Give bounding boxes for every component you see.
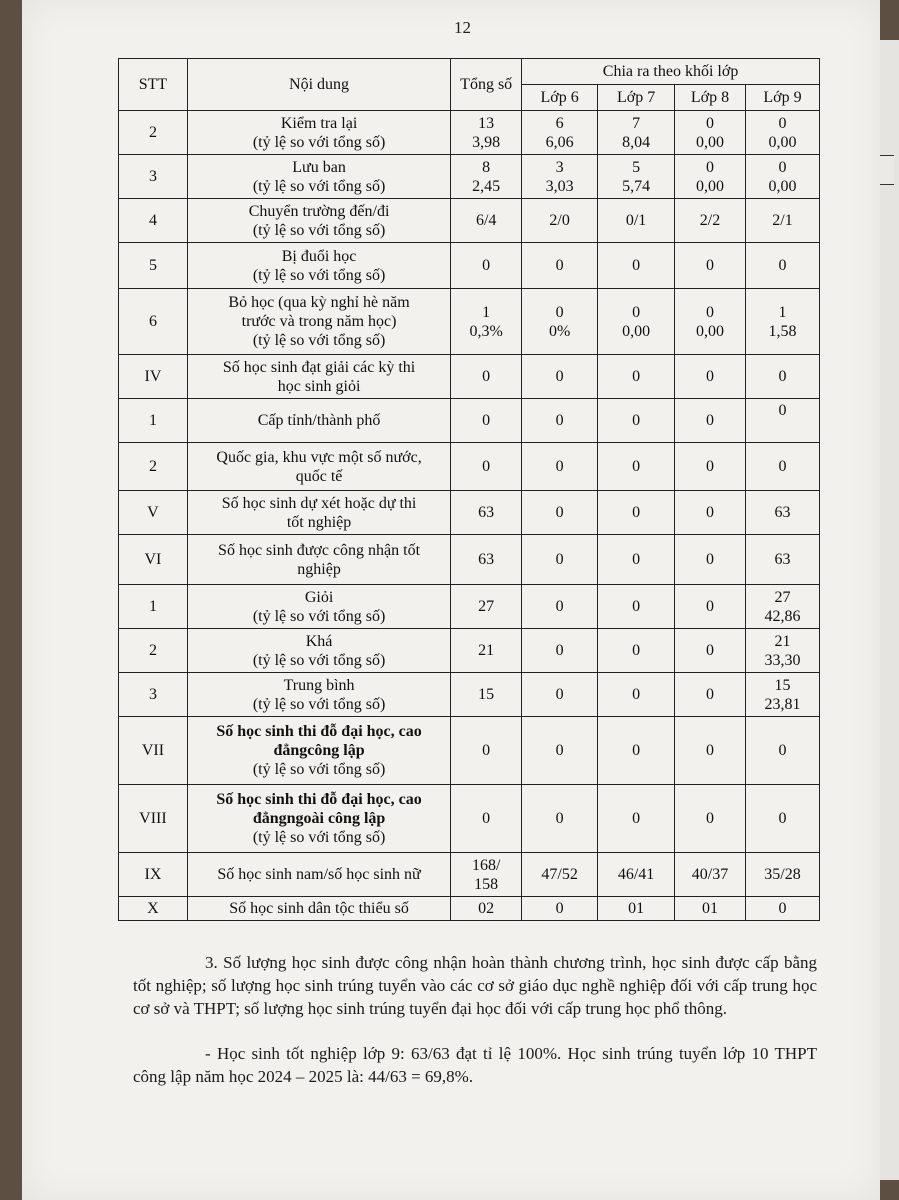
row-total: 0 bbox=[451, 443, 522, 491]
row-grade-8: 0 0,00 bbox=[675, 289, 746, 355]
section-3-paragraph: 3. Số lượng học sinh được công nhận hoàn thành chương trình, học sinh được cấp bằng tốt nghiệp; số lượng học sinh trúng tuyển vào các cơ sở giáo dục nghề nghiệp đối với cấp trung học cơ sở và THPT; số lượng học sinh trúng tuyển đại học đối với cấp trung học phổ thông. bbox=[133, 953, 817, 1018]
row-grade-7: 0 bbox=[598, 673, 675, 717]
row-content: Kiểm tra lại (tỷ lệ so với tổng số) bbox=[187, 111, 450, 155]
row-stt: X bbox=[119, 897, 188, 921]
row-total: 1 0,3% bbox=[451, 289, 522, 355]
row-stt: 2 bbox=[119, 629, 188, 673]
row-stt: 2 bbox=[119, 111, 188, 155]
row-grade-7: 0 bbox=[598, 535, 675, 585]
row-stt: IV bbox=[119, 355, 188, 399]
row-grade-9: 0 bbox=[745, 785, 819, 853]
row-grade-9: 15 23,81 bbox=[745, 673, 819, 717]
header-grade-6: Lớp 6 bbox=[522, 85, 598, 111]
row-grade-7: 0 bbox=[598, 355, 675, 399]
row-stt: V bbox=[119, 491, 188, 535]
row-grade-9: 0 bbox=[745, 355, 819, 399]
row-grade-9: 63 bbox=[745, 491, 819, 535]
table-row bbox=[119, 289, 820, 355]
row-total: 15 bbox=[451, 673, 522, 717]
row-grade-8: 0 0,00 bbox=[675, 155, 746, 199]
row-content: Số học sinh nam/số học sinh nữ bbox=[187, 853, 450, 897]
row-total: 0 bbox=[451, 243, 522, 289]
header-grade-7: Lớp 7 bbox=[598, 85, 675, 111]
row-grade-9: 0 0,00 bbox=[745, 111, 819, 155]
row-grade-6: 6 6,06 bbox=[522, 111, 598, 155]
row-total: 27 bbox=[451, 585, 522, 629]
row-stt: IX bbox=[119, 853, 188, 897]
header-stt: STT bbox=[119, 59, 188, 111]
header-breakdown: Chia ra theo khối lớp bbox=[522, 59, 820, 85]
row-stt: 1 bbox=[119, 399, 188, 443]
row-content: Khá (tỷ lệ so với tổng số) bbox=[187, 629, 450, 673]
row-total: 63 bbox=[451, 535, 522, 585]
header-grade-8: Lớp 8 bbox=[675, 85, 746, 111]
row-grade-9: 63 bbox=[745, 535, 819, 585]
row-grade-6: 0 bbox=[522, 243, 598, 289]
row-grade-8: 0 0,00 bbox=[675, 111, 746, 155]
row-stt: 3 bbox=[119, 673, 188, 717]
table-row bbox=[119, 897, 820, 921]
row-grade-7: 0 bbox=[598, 443, 675, 491]
table-row bbox=[119, 155, 820, 199]
row-stt: 4 bbox=[119, 199, 188, 243]
statistics-table bbox=[118, 58, 820, 921]
row-grade-8: 0 bbox=[675, 785, 746, 853]
row-content: Số học sinh đạt giải các kỳ thi học sinh giỏi bbox=[187, 355, 450, 399]
row-content: Cấp tỉnh/thành phố bbox=[187, 399, 450, 443]
row-content: Giỏi (tỷ lệ so với tổng số) bbox=[187, 585, 450, 629]
row-total: 0 bbox=[451, 785, 522, 853]
row-grade-6: 0 bbox=[522, 673, 598, 717]
row-stt: 6 bbox=[119, 289, 188, 355]
row-total: 168/ 158 bbox=[451, 853, 522, 897]
row-grade-7: 0 0,00 bbox=[598, 289, 675, 355]
row-grade-6: 0 bbox=[522, 585, 598, 629]
table-row bbox=[119, 585, 820, 629]
row-stt: 3 bbox=[119, 155, 188, 199]
row-grade-8: 01 bbox=[675, 897, 746, 921]
row-grade-8: 0 bbox=[675, 355, 746, 399]
row-grade-9: 1 1,58 bbox=[745, 289, 819, 355]
row-content: Số học sinh thi đỗ đại học, cao đẳngcông lập (tỷ lệ so với tổng số) bbox=[187, 717, 450, 785]
row-content: Quốc gia, khu vực một số nước, quốc tế bbox=[187, 443, 450, 491]
row-grade-9: 35/28 bbox=[745, 853, 819, 897]
row-grade-7: 0 bbox=[598, 243, 675, 289]
table-row bbox=[119, 355, 820, 399]
table-row bbox=[119, 717, 820, 785]
row-total: 0 bbox=[451, 399, 522, 443]
table-row bbox=[119, 491, 820, 535]
row-grade-7: 0 bbox=[598, 717, 675, 785]
table-row bbox=[119, 785, 820, 853]
row-grade-9: 0 bbox=[745, 399, 819, 443]
row-content: Số học sinh dân tộc thiểu số bbox=[187, 897, 450, 921]
row-grade-6: 0 bbox=[522, 491, 598, 535]
row-grade-6: 0 bbox=[522, 443, 598, 491]
row-grade-6: 47/52 bbox=[522, 853, 598, 897]
row-total: 21 bbox=[451, 629, 522, 673]
row-grade-9: 0 bbox=[745, 243, 819, 289]
row-stt: VI bbox=[119, 535, 188, 585]
row-grade-9: 2/1 bbox=[745, 199, 819, 243]
row-grade-6: 0 bbox=[522, 717, 598, 785]
row-grade-9: 21 33,30 bbox=[745, 629, 819, 673]
row-grade-6: 0 bbox=[522, 399, 598, 443]
row-total: 8 2,45 bbox=[451, 155, 522, 199]
row-grade-8: 0 bbox=[675, 443, 746, 491]
table-row bbox=[119, 629, 820, 673]
row-stt: VII bbox=[119, 717, 188, 785]
row-stt: 2 bbox=[119, 443, 188, 491]
row-grade-8: 0 bbox=[675, 585, 746, 629]
row-total: 0 bbox=[451, 717, 522, 785]
table-row bbox=[119, 243, 820, 289]
row-grade-7: 0 bbox=[598, 629, 675, 673]
row-content: Số học sinh thi đỗ đại học, cao đẳngngoài công lập (tỷ lệ so với tổng số) bbox=[187, 785, 450, 853]
row-content: Bỏ học (qua kỳ nghỉ hè năm trước và trong năm học) (tỷ lệ so với tổng số) bbox=[187, 289, 450, 355]
row-grade-9: 0 bbox=[745, 897, 819, 921]
row-grade-8: 0 bbox=[675, 717, 746, 785]
page-number: 12 bbox=[454, 18, 471, 37]
row-grade-7: 0 bbox=[598, 399, 675, 443]
row-grade-8: 0 bbox=[675, 491, 746, 535]
document-page bbox=[22, 0, 880, 1200]
row-content: Trung bình (tỷ lệ so với tổng số) bbox=[187, 673, 450, 717]
row-total: 63 bbox=[451, 491, 522, 535]
row-grade-9: 27 42,86 bbox=[745, 585, 819, 629]
row-content: Chuyển trường đến/đi (tỷ lệ so với tổng số) bbox=[187, 199, 450, 243]
row-grade-7: 46/41 bbox=[598, 853, 675, 897]
table-row bbox=[119, 853, 820, 897]
row-grade-6: 0 bbox=[522, 355, 598, 399]
row-grade-8: 0 bbox=[675, 629, 746, 673]
row-total: 6/4 bbox=[451, 199, 522, 243]
row-stt: 1 bbox=[119, 585, 188, 629]
row-stt: 5 bbox=[119, 243, 188, 289]
table-row bbox=[119, 443, 820, 491]
row-grade-7: 5 5,74 bbox=[598, 155, 675, 199]
row-total: 13 3,98 bbox=[451, 111, 522, 155]
row-grade-8: 0 bbox=[675, 535, 746, 585]
row-grade-6: 3 3,03 bbox=[522, 155, 598, 199]
row-grade-6: 2/0 bbox=[522, 199, 598, 243]
row-grade-6: 0 bbox=[522, 785, 598, 853]
header-content: Nội dung bbox=[187, 59, 450, 111]
row-grade-8: 0 bbox=[675, 243, 746, 289]
row-grade-7: 7 8,04 bbox=[598, 111, 675, 155]
table-row bbox=[119, 673, 820, 717]
row-grade-8: 40/37 bbox=[675, 853, 746, 897]
row-grade-7: 0/1 bbox=[598, 199, 675, 243]
row-grade-6: 0 0% bbox=[522, 289, 598, 355]
row-stt: VIII bbox=[119, 785, 188, 853]
row-grade-8: 0 bbox=[675, 673, 746, 717]
table-row bbox=[119, 111, 820, 155]
row-grade-9: 0 bbox=[745, 717, 819, 785]
row-grade-9: 0 0,00 bbox=[745, 155, 819, 199]
table-row bbox=[119, 535, 820, 585]
row-grade-6: 0 bbox=[522, 629, 598, 673]
row-grade-9: 0 bbox=[745, 443, 819, 491]
row-total: 02 bbox=[451, 897, 522, 921]
row-total: 0 bbox=[451, 355, 522, 399]
row-content: Bị đuổi học (tỷ lệ so với tổng số) bbox=[187, 243, 450, 289]
row-grade-8: 0 bbox=[675, 399, 746, 443]
row-grade-6: 0 bbox=[522, 535, 598, 585]
table-row bbox=[119, 399, 820, 443]
header-grade-9: Lớp 9 bbox=[745, 85, 819, 111]
row-content: Số học sinh dự xét hoặc dự thi tốt nghiệp bbox=[187, 491, 450, 535]
row-grade-7: 0 bbox=[598, 491, 675, 535]
row-grade-6: 0 bbox=[522, 897, 598, 921]
row-content: Lưu ban (tỷ lệ so với tổng số) bbox=[187, 155, 450, 199]
table-header-row bbox=[119, 59, 820, 85]
graduation-result-paragraph: - Học sinh tốt nghiệp lớp 9: 63/63 đạt tỉ lệ 100%. Học sinh trúng tuyển lớp 10 THPT công lập năm học 2024 – 2025 là: 44/63 = 69,8%. bbox=[133, 1044, 817, 1086]
row-grade-7: 01 bbox=[598, 897, 675, 921]
row-grade-7: 0 bbox=[598, 585, 675, 629]
row-grade-7: 0 bbox=[598, 785, 675, 853]
row-grade-8: 2/2 bbox=[675, 199, 746, 243]
header-total: Tổng số bbox=[451, 59, 522, 111]
table-row bbox=[119, 199, 820, 243]
row-content: Số học sinh được công nhận tốt nghiệp bbox=[187, 535, 450, 585]
